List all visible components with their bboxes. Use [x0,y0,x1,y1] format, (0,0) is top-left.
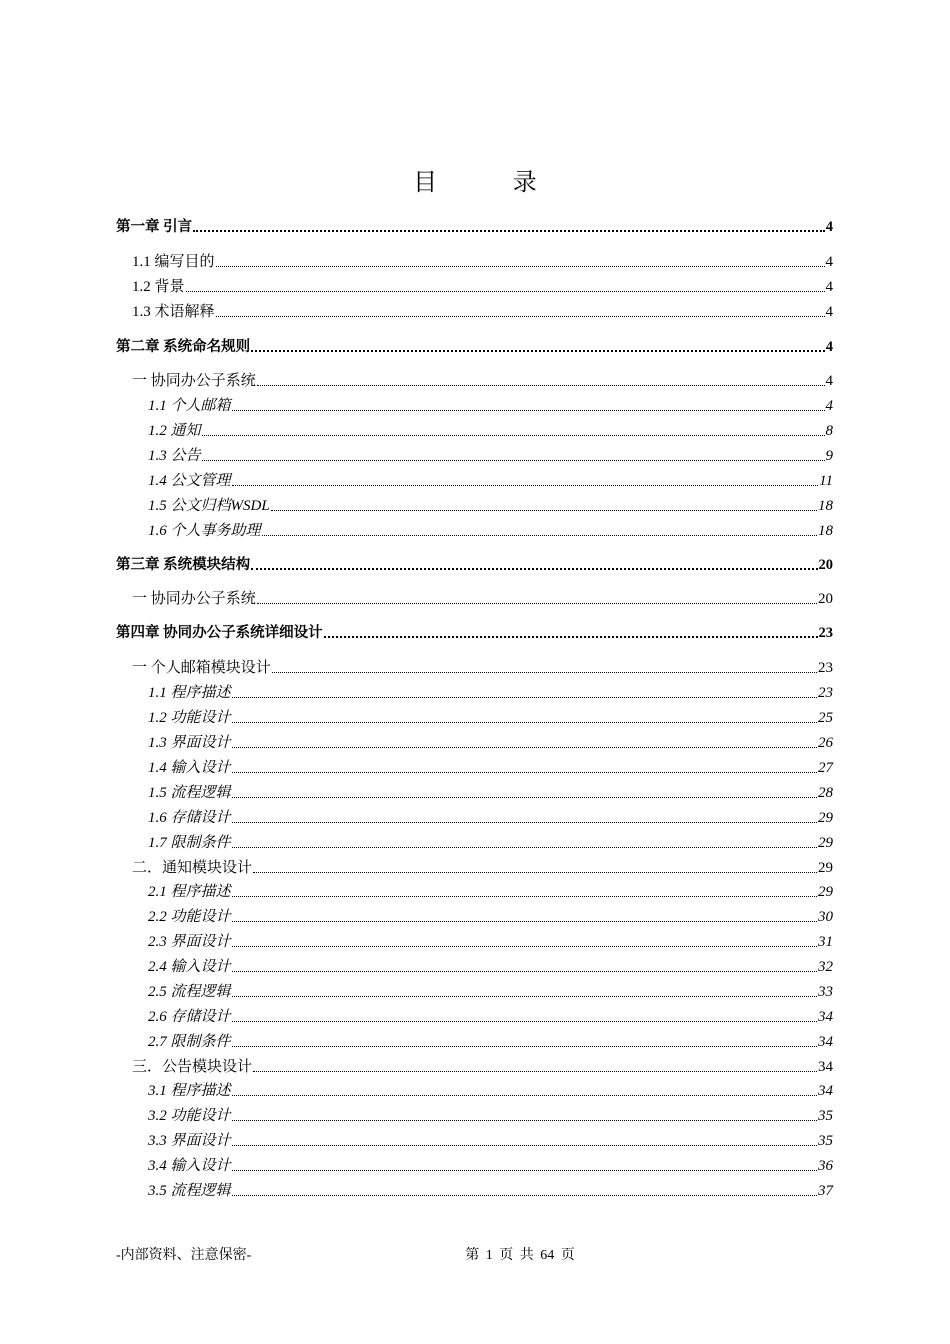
toc-entry-page: 4 [825,254,833,270]
toc-entry[interactable] [148,807,833,829]
toc-entry-label: 二．通知模块设计 [132,860,253,876]
dot-leader [253,1071,817,1072]
toc-entry[interactable] [148,445,833,467]
toc-entry-label: 1.5 公文归档WSDL [148,498,270,514]
toc-entry[interactable] [148,832,833,854]
toc-entry[interactable] [132,657,833,679]
dot-leader [232,971,817,972]
dot-leader [232,921,817,922]
dot-leader [257,603,817,604]
toc-entry[interactable] [148,1006,833,1028]
dot-leader [232,1170,817,1171]
toc-entry-label: 2.5 流程逻辑 [148,984,231,1000]
dot-leader [232,896,817,897]
toc-entry-page: 34 [818,1083,833,1099]
toc-entry[interactable] [132,276,833,298]
page-number: 第 1 页 共 64 页 [465,1248,575,1263]
toc-entry-page: 4 [825,279,833,295]
toc-entry-label: 3.4 输入设计 [148,1158,231,1174]
toc-entry[interactable] [148,906,833,928]
dot-leader [262,535,817,536]
toc-entry-page: 23 [818,625,833,641]
toc-entry[interactable] [148,1080,833,1102]
toc-entry-page: 25 [818,710,833,726]
dot-leader [232,996,817,997]
dot-leader [193,230,825,232]
toc-entry-label: 3.2 功能设计 [148,1108,231,1124]
toc-entry-page: 20 [818,591,833,607]
dot-leader [272,672,817,673]
toc-entry[interactable] [148,881,833,903]
toc-entry-label: 1.2 通知 [148,423,201,439]
toc-entry-label: 1.3 术语解释 [132,304,215,320]
toc-entry-label: 3.3 界面设计 [148,1133,231,1149]
toc-entry[interactable] [148,1130,833,1152]
toc-entry-page: 23 [818,660,833,676]
dot-leader [232,485,819,486]
toc-entry[interactable] [148,782,833,804]
toc-entry-label: 第一章 引言 [116,219,193,235]
dot-leader [232,697,817,698]
dot-leader [257,385,825,386]
toc-entry[interactable] [132,857,833,879]
toc-entry-page: 32 [818,959,833,975]
dot-leader [216,266,825,267]
toc-entry-label: 1.6 存储设计 [148,810,231,826]
toc-entry[interactable] [116,336,833,358]
toc-entry-label: 一 协同办公子系统 [132,591,256,607]
toc-entry-page: 33 [818,984,833,1000]
toc-entry-label: 1.1 程序描述 [148,685,231,701]
toc-entry-label: 1.1 个人邮箱 [148,398,231,414]
toc-entry-page: 18 [818,523,833,539]
toc-entry[interactable] [148,1155,833,1177]
toc-entry[interactable] [132,370,833,392]
toc-entry-page: 23 [818,685,833,701]
toc-entry-label: 一 协同办公子系统 [132,373,256,389]
toc-entry[interactable] [148,757,833,779]
dot-leader [216,316,825,317]
toc-entry-label: 1.2 背景 [132,279,185,295]
toc-entry-label: 2.7 限制条件 [148,1034,231,1050]
toc-entry-page: 37 [818,1183,833,1199]
toc-entry[interactable] [148,956,833,978]
dot-leader [232,1145,817,1146]
toc-entry-label: 2.2 功能设计 [148,909,231,925]
toc-entry-page: 29 [818,835,833,851]
toc-entry-label: 1.5 流程逻辑 [148,785,231,801]
dot-leader [232,410,825,411]
toc-entry-page: 27 [818,760,833,776]
toc-entry-page: 8 [825,423,833,439]
toc-entry[interactable] [148,470,833,492]
toc-entry-page: 4 [825,398,833,414]
toc-entry-page: 4 [825,219,833,235]
toc-entry[interactable] [148,520,833,542]
toc-entry[interactable] [132,588,833,610]
toc-entry-label: 2.3 界面设计 [148,934,231,950]
toc-entry-label: 一 个人邮箱模块设计 [132,660,271,676]
toc-entry[interactable] [132,301,833,323]
toc-entry-page: 28 [818,785,833,801]
toc-entry-page: 4 [825,339,833,355]
toc-entry[interactable] [148,732,833,754]
toc-entry[interactable] [148,682,833,704]
dot-leader [232,946,817,947]
dot-leader [232,1095,817,1096]
dot-leader [232,1046,817,1047]
toc-entry-page: 34 [818,1034,833,1050]
toc-entry[interactable] [148,1180,833,1202]
toc-entry[interactable] [148,707,833,729]
toc-entry-page: 31 [818,934,833,950]
toc-entry-label: 1.4 公文管理 [148,473,231,489]
toc-entry-page: 34 [818,1009,833,1025]
dot-leader [232,797,817,798]
dot-leader [232,822,817,823]
toc-entry-label: 1.4 输入设计 [148,760,231,776]
dot-leader [232,747,817,748]
toc-entry[interactable] [148,420,833,442]
toc-entry[interactable] [116,554,833,576]
toc-entry-page: 20 [818,557,833,573]
toc-entry-page: 34 [818,1059,833,1075]
toc-entry[interactable] [148,931,833,953]
toc-entry-label: 1.1 编写目的 [132,254,215,270]
dot-leader [232,1021,817,1022]
confidential-notice: -内部资料、注意保密- [116,1248,252,1263]
toc-entry-page: 11 [819,473,833,489]
toc-entry-label: 2.6 存储设计 [148,1009,231,1025]
dot-leader [232,772,817,773]
toc-entry-label: 2.4 输入设计 [148,959,231,975]
toc-entry-page: 35 [818,1133,833,1149]
toc-entry[interactable] [148,395,833,417]
toc-entry[interactable] [148,1105,833,1127]
dot-leader [251,350,825,352]
dot-leader [232,847,817,848]
dot-leader [232,1120,817,1121]
toc-entry-label: 3.5 流程逻辑 [148,1183,231,1199]
toc-entry[interactable] [132,1056,833,1078]
toc-entry-label: 第四章 协同办公子系统详细设计 [116,625,323,641]
toc-entry[interactable] [148,981,833,1003]
dot-leader [202,435,825,436]
toc-entry[interactable] [116,216,833,238]
toc-entry-label: 1.6 个人事务助理 [148,523,261,539]
toc-entry-label: 第二章 系统命名规则 [116,339,251,355]
toc-entry-page: 29 [818,884,833,900]
dot-leader [186,291,825,292]
toc-entry-page: 4 [825,304,833,320]
dot-leader [232,722,817,723]
dot-leader [232,1195,817,1196]
toc-entry-page: 36 [818,1158,833,1174]
toc-entry-page: 35 [818,1108,833,1124]
toc-entry-label: 1.3 界面设计 [148,735,231,751]
dot-leader [253,872,817,873]
toc-entry-label: 3.1 程序描述 [148,1083,231,1099]
page-title: 目 录 [413,168,571,197]
toc-entry-page: 4 [825,373,833,389]
toc-entry-page: 29 [818,810,833,826]
dot-leader [324,636,818,638]
dot-leader [202,460,825,461]
dot-leader [271,510,817,511]
dot-leader [251,568,817,570]
toc-entry-page: 30 [818,909,833,925]
toc-entry[interactable] [148,495,833,517]
toc-entry-label: 2.1 程序描述 [148,884,231,900]
toc-entry-label: 三．公告模块设计 [132,1059,253,1075]
toc-entry-label: 1.3 公告 [148,448,201,464]
toc-entry-label: 1.7 限制条件 [148,835,231,851]
toc-entry-page: 26 [818,735,833,751]
toc-entry-page: 18 [818,498,833,514]
toc-entry-page: 9 [825,448,833,464]
toc-entry[interactable] [132,251,833,273]
toc-entry[interactable] [116,622,833,644]
toc-entry[interactable] [148,1031,833,1053]
toc-entry-label: 1.2 功能设计 [148,710,231,726]
toc-entry-page: 29 [818,860,833,876]
toc-entry-label: 第三章 系统模块结构 [116,557,251,573]
